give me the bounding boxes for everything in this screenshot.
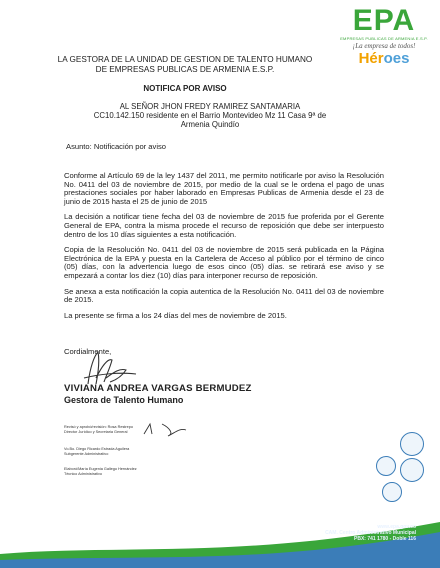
closing: Cordialmente, bbox=[64, 347, 112, 356]
addressee bbox=[60, 102, 360, 129]
epa-logo-text: EPA bbox=[352, 4, 416, 37]
review-line: Revisó y aprobó/revisión: Rosa Restrepo bbox=[64, 425, 134, 429]
body bbox=[64, 172, 384, 320]
header-line-2: DE EMPRESAS PUBLICAS DE ARMENIA E.S.P. bbox=[95, 64, 275, 74]
heroes-logo-tail: oes bbox=[383, 50, 410, 67]
review-line: Vo.Bo. Diego Ricardo Estrada Aguilera bbox=[64, 447, 130, 451]
review-line: Director Jurídico y Secretaria General bbox=[64, 429, 128, 434]
addressee-city: Armenia Quindío bbox=[180, 120, 240, 129]
certification-seal-icon bbox=[400, 458, 424, 482]
addressee-address: CC10.142.150 residente en el Barrio Montevideo Mz 11 Casa 9ª de bbox=[93, 111, 327, 120]
epa-logo-subtitle: EMPRESAS PUBLICAS DE ARMENIA E.S.P. bbox=[340, 36, 428, 41]
epa-tagline: ¡La empresa de todos! bbox=[352, 42, 416, 50]
subject-line: Asunto: Notificación por aviso bbox=[66, 142, 167, 151]
review-line: Elaboró/María Eugenia Gallego Hernández bbox=[64, 467, 137, 471]
heroes-logo-head: Hér bbox=[358, 50, 384, 67]
initials-signature bbox=[140, 420, 190, 438]
epa-logo bbox=[336, 6, 432, 68]
footer-phone: PBX: 741 1780 - Doble 116 bbox=[354, 536, 416, 542]
addressee-name: AL SEÑOR JHON FREDY RAMIREZ SANTAMARIA bbox=[119, 102, 301, 111]
header bbox=[40, 55, 330, 74]
signatory-name: VIVIANA ANDREA VARGAS BERMUDEZ bbox=[64, 383, 252, 394]
paragraph-4: Se anexa a esta notificación la copia autentica de la Resolución No. 0411 del 03 de noviembre de 2015. bbox=[64, 286, 384, 305]
footer-contact bbox=[325, 524, 416, 542]
paragraph-2: La decisión a notificar tiene fecha del 03 de noviembre de 2015 fue proferida por el Gerente General de EPA, contra la misma procede el recurso de reposición que debe ser interpuesto dentro de los 10 días siguientes a esta notificación. bbox=[64, 212, 384, 239]
footer-website: www.epa.gov.co bbox=[377, 524, 416, 530]
paragraph-1: Conforme al Artículo 69 de la ley 1437 del 2011, me permito notificarle por aviso la Resolución No. 0411 del 03 de noviembre de 2015, por medio de la cual se le ordena el pago de unas prestaciones sociales por haber laborado en Empresas Publicas de Armenia desde el 23 de junio de 2015 hasta el 25 de junio de 2015 bbox=[64, 171, 384, 206]
review-line: Subgerente Administrativo bbox=[64, 451, 109, 456]
heroes-logo bbox=[336, 51, 432, 67]
certification-seal-icon bbox=[400, 432, 424, 456]
review-line: Técnico Administrativo bbox=[64, 471, 102, 476]
footer-address: CAM. Centro Administrativo Municipal bbox=[325, 530, 416, 536]
review-block-3 bbox=[64, 467, 137, 476]
paragraph-3: Copia de la Resolución No. 0411 del 03 de noviembre de 2015 será publicada en la Página Electrónica de la EPA y puesta en la Cartelera de Acceso al público por el término de cinco (05) días, con la advertencia luego de esos cinco (05) días. se retirará ese aviso y se empezará a contar los diez (10) días para interponer recurso de reposición. bbox=[64, 245, 384, 280]
header-line-1: LA GESTORA DE LA UNIDAD DE GESTION DE TALENTO HUMANO bbox=[57, 55, 313, 64]
review-block-2 bbox=[64, 447, 129, 456]
certification-seal-icon bbox=[382, 482, 402, 502]
signatory-role: Gestora de Talento Humano bbox=[64, 395, 184, 405]
document-title: NOTIFICA POR AVISO bbox=[143, 84, 227, 93]
certification-seal-icon bbox=[376, 456, 396, 476]
review-block-1 bbox=[64, 425, 133, 434]
paragraph-5: La presente se firma a los 24 días del mes de noviembre de 2015. bbox=[64, 310, 287, 320]
